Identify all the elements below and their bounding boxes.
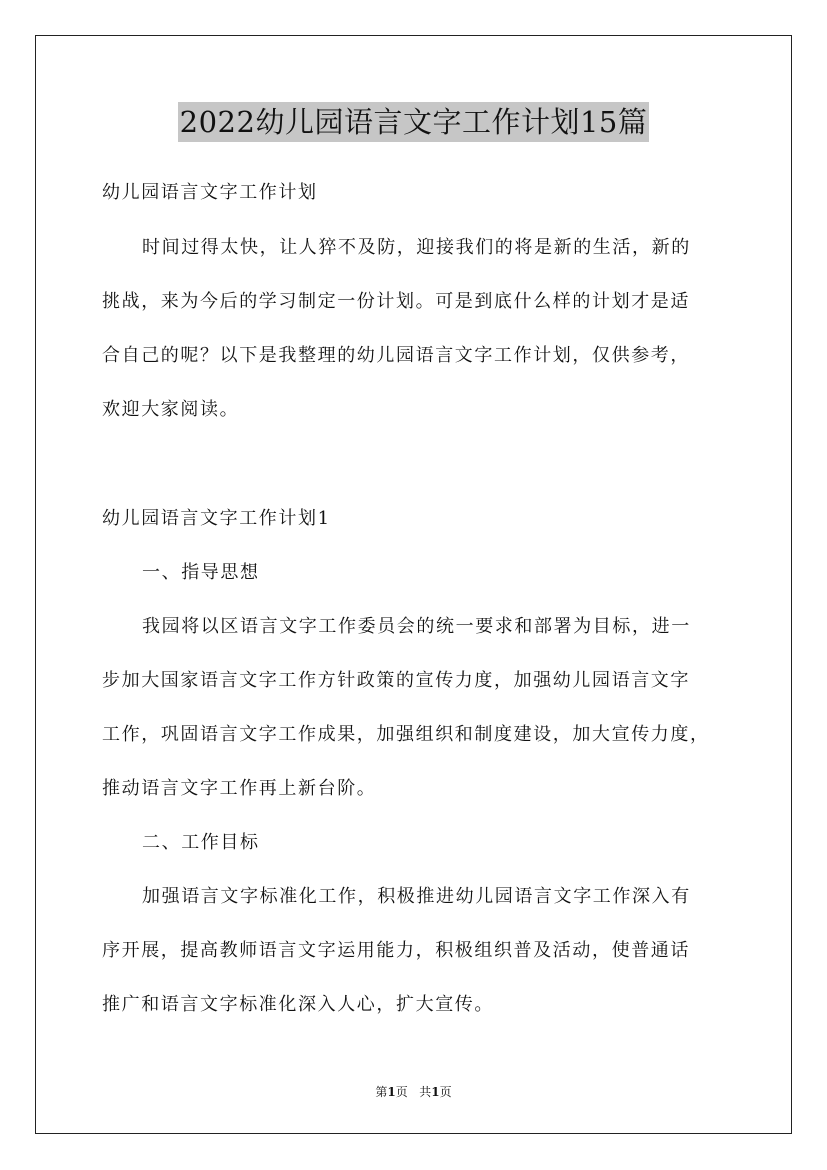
footer-page-number: 1 xyxy=(387,1085,396,1099)
section-1-line-2: 步加大国家语言文字工作方针政策的宣传力度，加强幼儿园语言文字 xyxy=(102,670,690,691)
section-1-line-4: 推动语言文字工作再上新台阶。 xyxy=(102,778,377,799)
footer-total-prefix: 共 xyxy=(419,1085,432,1099)
page-footer xyxy=(0,1084,827,1100)
footer-total-suffix: 页 xyxy=(439,1085,452,1099)
heading-plan-1: 幼儿园语言文字工作计划1 xyxy=(102,508,331,529)
section-2-line-3: 推广和语言文字标准化深入人心，扩大宣传。 xyxy=(102,994,494,1015)
intro-line-2: 挑战，来为今后的学习制定一份计划。可是到底什么样的计划才是适 xyxy=(102,291,690,312)
footer-total-number: 1 xyxy=(431,1085,440,1099)
intro-line-3: 合自己的呢？以下是我整理的幼儿园语言文字工作计划，仅供参考， xyxy=(102,345,690,366)
heading-plan: 幼儿园语言文字工作计划 xyxy=(102,182,318,203)
title-container xyxy=(0,102,827,142)
footer-page-prefix: 第 xyxy=(375,1085,388,1099)
section-2-title: 二、工作目标 xyxy=(142,832,260,853)
document-title: 2022幼儿园语言文字工作计划15篇 xyxy=(178,102,650,142)
intro-line-1: 时间过得太快，让人猝不及防，迎接我们的将是新的生活，新的 xyxy=(142,237,691,258)
section-2-line-2: 序开展，提高教师语言文字运用能力，积极组织普及活动，使普通话 xyxy=(102,940,690,961)
section-1-line-1: 我园将以区语言文字工作委员会的统一要求和部署为目标，进一 xyxy=(142,616,691,637)
footer-page-suffix: 页 xyxy=(395,1085,408,1099)
section-1-line-3: 工作，巩固语言文字工作成果，加强组织和制度建设，加大宣传力度， xyxy=(102,724,710,745)
section-2-line-1: 加强语言文字标准化工作，积极推进幼儿园语言文字工作深入有 xyxy=(142,886,691,907)
section-1-title: 一、指导思想 xyxy=(142,562,260,583)
intro-line-4: 欢迎大家阅读。 xyxy=(102,399,240,420)
